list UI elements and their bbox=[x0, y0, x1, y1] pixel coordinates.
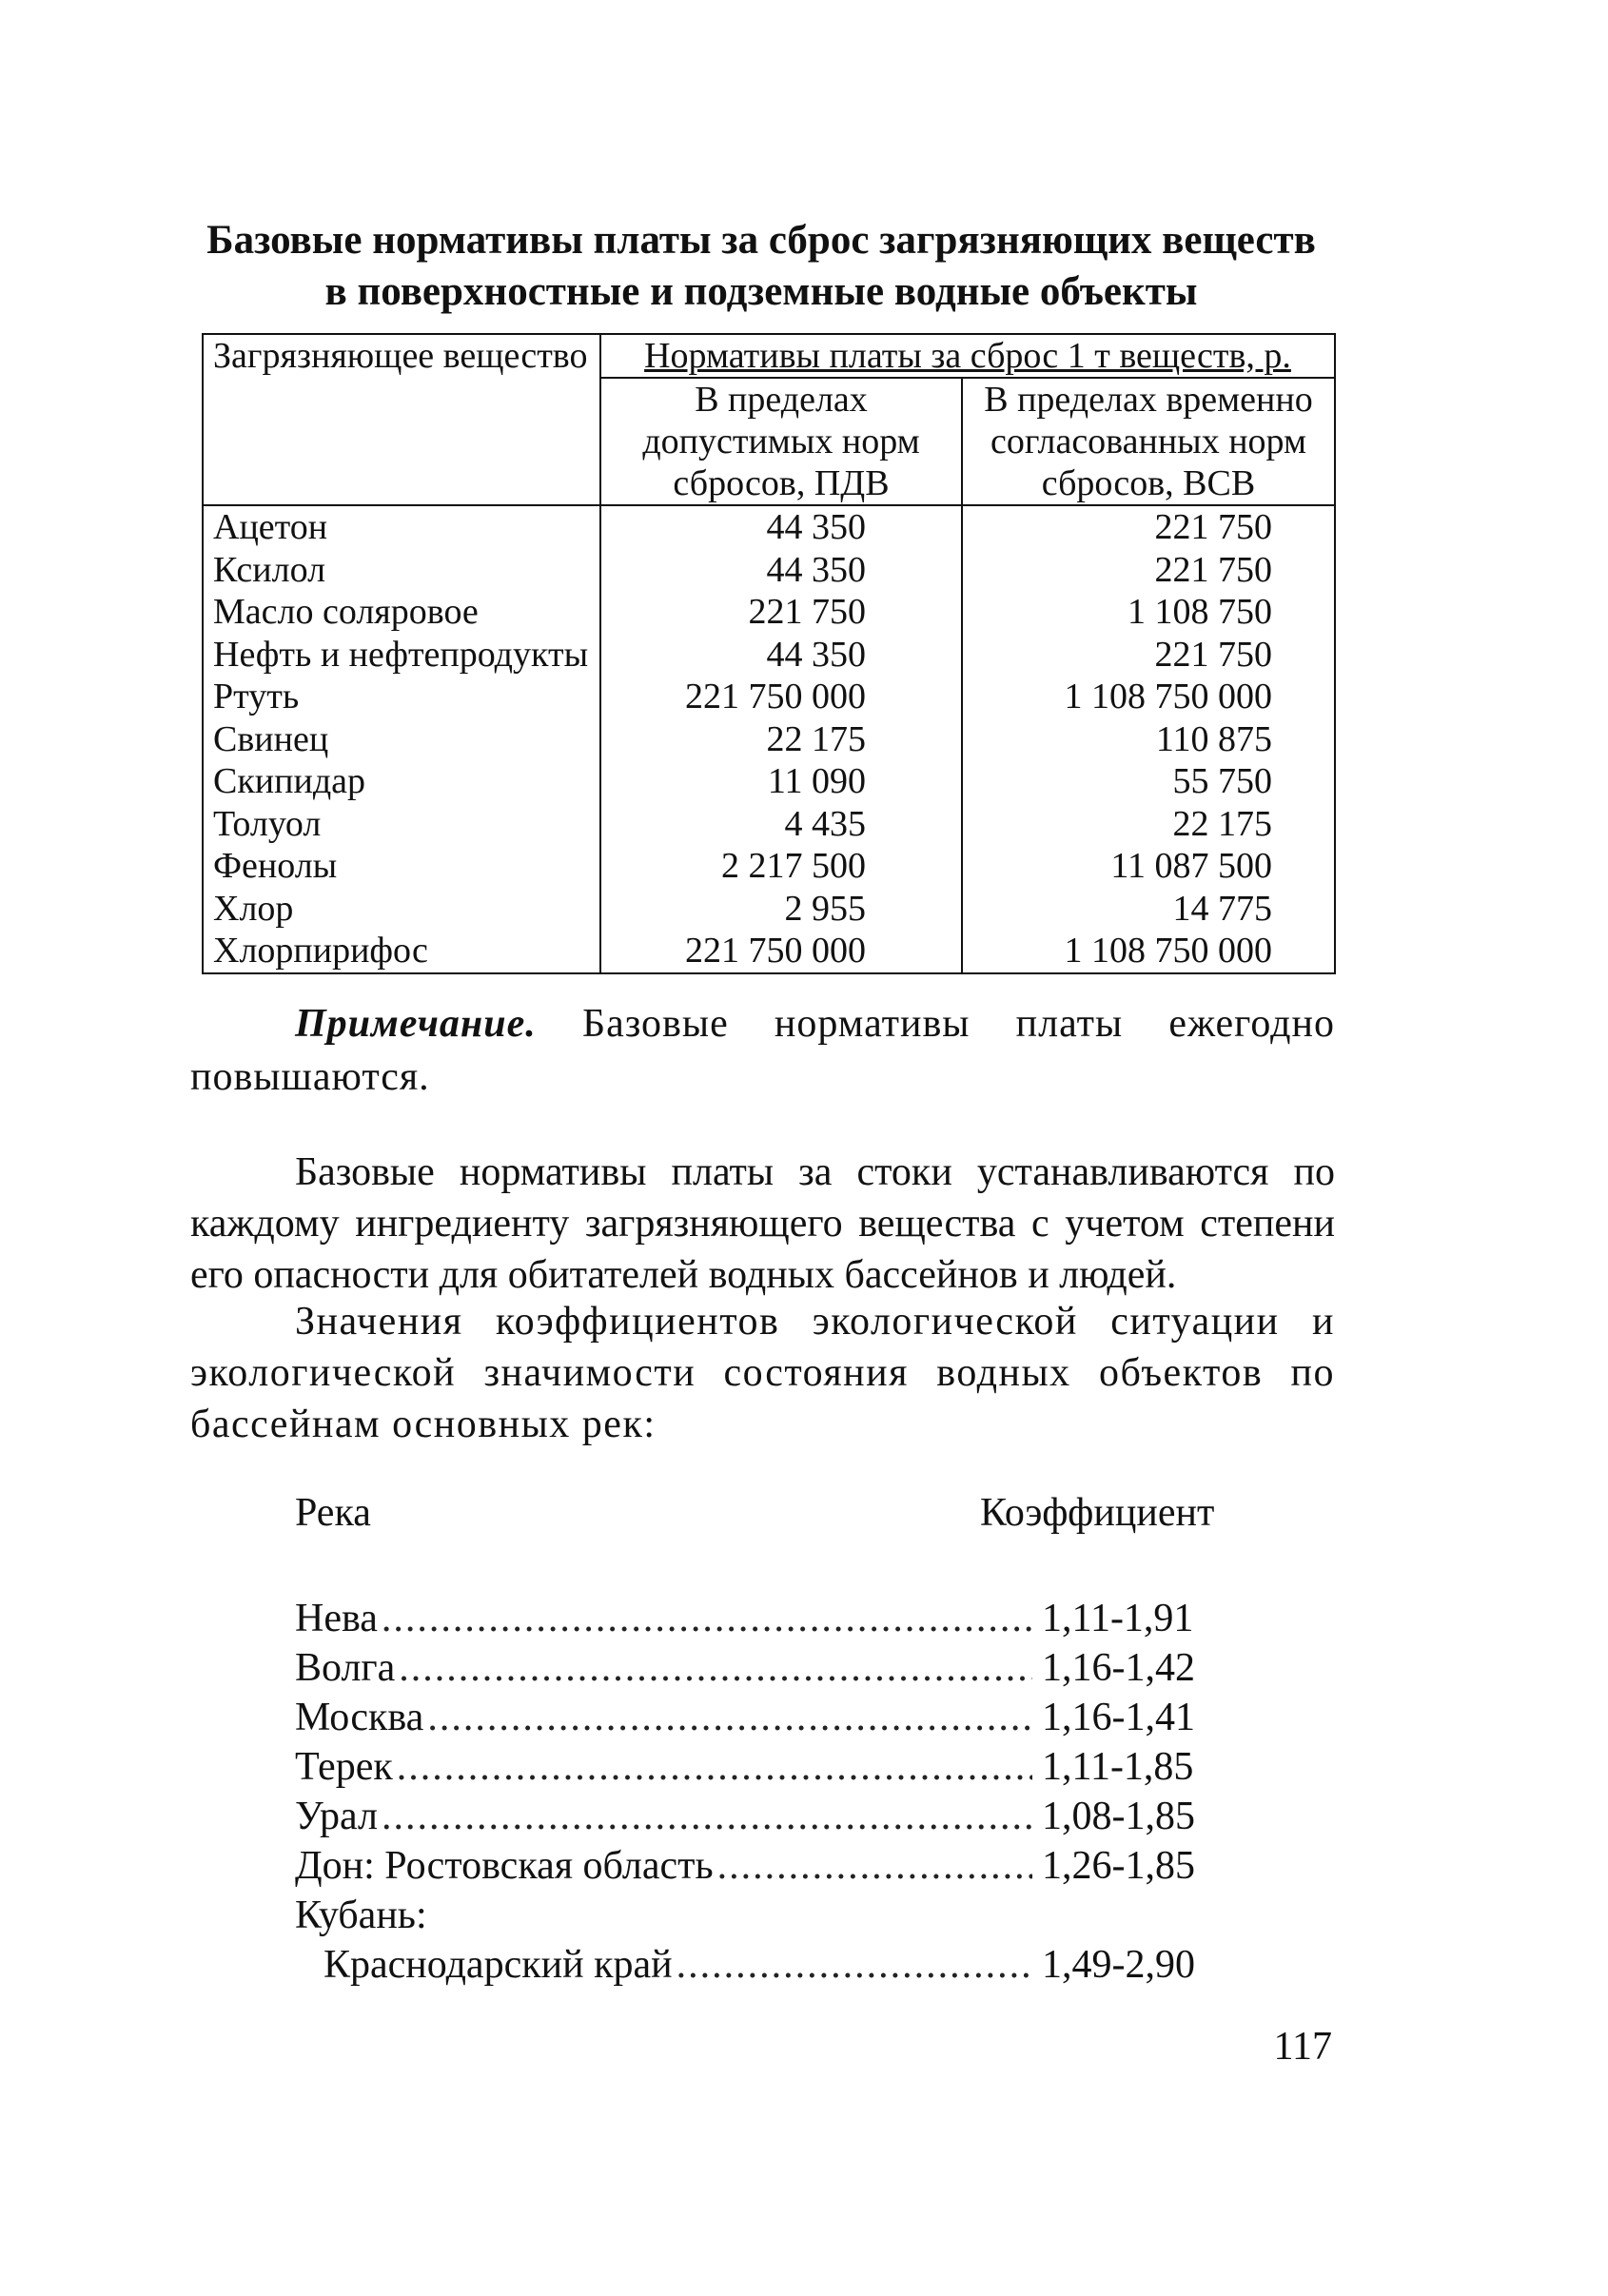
note-text: Базовые нормативы платы ежегодно повышаются. bbox=[190, 1002, 1335, 1099]
rivers-list bbox=[295, 1594, 1199, 1990]
body-paragraph-2: Значения коэффициентов экологической ситуации и экологической значимости состояния водных объектов по бассейнам основных рек: bbox=[190, 1300, 1335, 1446]
dot-leader bbox=[382, 1594, 1032, 1643]
vsv-value: 22 175 bbox=[962, 803, 1335, 846]
header-norms-group-text: Нормативы платы за сброс 1 т веществ, р. bbox=[644, 336, 1291, 376]
substance-name: Нефть и нефтепродукты bbox=[203, 634, 600, 677]
dot-leader bbox=[427, 1693, 1032, 1742]
river-coefficient: 1,08-1,85 bbox=[1042, 1795, 1195, 1838]
table-row bbox=[203, 845, 1335, 888]
pdv-value: 22 175 bbox=[600, 718, 962, 761]
list-item bbox=[295, 1742, 1199, 1792]
substance-name: Ксилол bbox=[203, 549, 600, 592]
pdv-value: 11 090 bbox=[600, 760, 962, 803]
header-pdv bbox=[600, 378, 962, 505]
header-norms-group bbox=[600, 334, 1335, 378]
vsv-value: 11 087 500 bbox=[962, 845, 1335, 888]
table-title-line-1: Базовые нормативы платы за сброс загрязняющих веществ bbox=[206, 218, 1316, 263]
substance-name: Скипидар bbox=[203, 760, 600, 803]
substance-name: Ртуть bbox=[203, 676, 600, 718]
pdv-value: 221 750 bbox=[600, 591, 962, 634]
vsv-value: 1 108 750 000 bbox=[962, 676, 1335, 718]
substance-name: Фенолы bbox=[203, 845, 600, 888]
rivers-header-coefficient: Коэффициент bbox=[980, 1491, 1215, 1535]
river-coefficient: 1,11-1,85 bbox=[1042, 1745, 1194, 1789]
header-vsv-line-3: сбросов, ВСВ bbox=[1041, 463, 1256, 503]
river-coefficient: 1,11-1,91 bbox=[1042, 1597, 1194, 1640]
table-row bbox=[203, 591, 1335, 634]
substance-name: Масло соляровое bbox=[203, 591, 600, 634]
table-row bbox=[203, 930, 1335, 973]
table-row bbox=[203, 718, 1335, 761]
river-group-name: Кубань: bbox=[295, 1894, 427, 1937]
table-row bbox=[203, 803, 1335, 846]
page-number: 117 bbox=[1273, 2025, 1332, 2069]
list-item bbox=[295, 1643, 1199, 1693]
pdv-value: 4 435 bbox=[600, 803, 962, 846]
table-title-line-2: в поверхностные и подземные водные объекты bbox=[324, 269, 1198, 314]
vsv-value: 14 775 bbox=[962, 888, 1335, 931]
list-item-group bbox=[295, 1891, 1199, 1940]
pdv-value: 221 750 000 bbox=[600, 676, 962, 718]
pdv-value: 44 350 bbox=[600, 505, 962, 549]
river-coefficient: 1,16-1,41 bbox=[1042, 1696, 1195, 1739]
vsv-value: 221 750 bbox=[962, 549, 1335, 592]
table-row bbox=[203, 760, 1335, 803]
list-item bbox=[295, 1940, 1199, 1990]
vsv-value: 221 750 bbox=[962, 505, 1335, 549]
vsv-value: 55 750 bbox=[962, 760, 1335, 803]
river-coefficient: 1,16-1,42 bbox=[1042, 1646, 1195, 1690]
river-coefficient: 1,49-2,90 bbox=[1042, 1943, 1195, 1987]
dot-leader bbox=[397, 1742, 1032, 1792]
table-row bbox=[203, 634, 1335, 677]
dot-leader bbox=[717, 1841, 1032, 1891]
pdv-value: 2 955 bbox=[600, 888, 962, 931]
substance-name: Хлорпирифос bbox=[203, 930, 600, 973]
payment-norms-table bbox=[202, 333, 1336, 974]
substance-name: Ацетон bbox=[203, 505, 600, 549]
river-name: Волга bbox=[295, 1646, 396, 1690]
list-item bbox=[295, 1594, 1199, 1643]
list-item bbox=[295, 1792, 1199, 1841]
header-pdv-line-3: сбросов, ПДВ bbox=[673, 463, 890, 503]
river-name: Дон: Ростовская область bbox=[295, 1844, 714, 1888]
header-pdv-line-2: допустимых норм bbox=[642, 422, 920, 461]
river-name: Москва bbox=[295, 1696, 424, 1739]
table-row bbox=[203, 676, 1335, 718]
river-name: Нева bbox=[295, 1597, 378, 1640]
table-row bbox=[203, 505, 1335, 549]
list-item bbox=[295, 1841, 1199, 1891]
note-label: Примечание. bbox=[295, 1002, 537, 1046]
dot-leader bbox=[382, 1792, 1032, 1841]
note-paragraph bbox=[190, 997, 1335, 1104]
vsv-value: 1 108 750 000 bbox=[962, 930, 1335, 973]
substance-name: Хлор bbox=[203, 888, 600, 931]
river-name: Урал bbox=[295, 1795, 379, 1838]
pdv-value: 44 350 bbox=[600, 549, 962, 592]
pdv-value: 221 750 000 bbox=[600, 930, 962, 973]
pdv-value: 44 350 bbox=[600, 634, 962, 677]
body-paragraph-1: Базовые нормативы платы за стоки устанавливаются по каждому ингредиенту загрязняющего вещества с учетом степени его опасности для обитателей водных бассейнов и людей. bbox=[190, 1150, 1335, 1297]
substance-name: Толуол bbox=[203, 803, 600, 846]
table-row bbox=[203, 549, 1335, 592]
header-vsv bbox=[962, 378, 1335, 505]
header-vsv-line-2: согласованных норм bbox=[990, 422, 1307, 461]
table-row bbox=[203, 888, 1335, 931]
river-coefficient: 1,26-1,85 bbox=[1042, 1844, 1195, 1888]
dot-leader bbox=[399, 1643, 1032, 1693]
river-name: Терек bbox=[295, 1745, 393, 1789]
vsv-value: 221 750 bbox=[962, 634, 1335, 677]
substance-name: Свинец bbox=[203, 718, 600, 761]
dot-leader bbox=[677, 1940, 1032, 1990]
pdv-value: 2 217 500 bbox=[600, 845, 962, 888]
river-subregion-name: Краснодарский край bbox=[324, 1943, 673, 1987]
list-item bbox=[295, 1693, 1199, 1742]
vsv-value: 1 108 750 bbox=[962, 591, 1335, 634]
header-pdv-line-1: В пределах bbox=[695, 380, 868, 420]
rivers-header-river: Река bbox=[295, 1491, 371, 1535]
header-vsv-line-1: В пределах временно bbox=[984, 380, 1313, 420]
header-substance: Загрязняющее вещество bbox=[203, 334, 600, 505]
vsv-value: 110 875 bbox=[962, 718, 1335, 761]
